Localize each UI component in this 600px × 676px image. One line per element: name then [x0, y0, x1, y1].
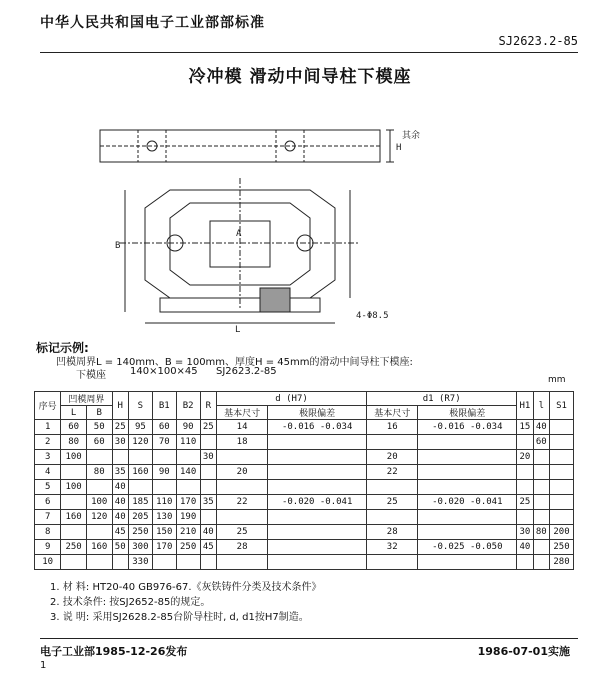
col-s: S [128, 392, 152, 420]
table-cell [61, 465, 87, 480]
table-cell [550, 435, 574, 450]
table-row [35, 495, 574, 510]
table-cell [152, 555, 176, 570]
col-h1: H1 [517, 392, 533, 420]
table-cell: 35 [200, 495, 216, 510]
table-cell: 15 [517, 420, 533, 435]
table-cell: 2 [35, 435, 61, 450]
subcol-d-tol: 极限偏差 [268, 406, 367, 420]
table-cell [268, 450, 367, 465]
table-cell: 100 [86, 495, 112, 510]
table-cell: -0.016 -0.034 [418, 420, 517, 435]
table-cell: -0.025 -0.050 [418, 540, 517, 555]
table-cell: 22 [367, 465, 418, 480]
table-cell: 330 [128, 555, 152, 570]
table-row [35, 480, 574, 495]
table-cell: 40 [533, 420, 549, 435]
table-cell: 120 [128, 435, 152, 450]
table-cell: 40 [517, 540, 533, 555]
table-cell: 60 [152, 420, 176, 435]
col-d1: d1 (R7) [367, 392, 517, 406]
table-cell [533, 450, 549, 465]
table-cell: 25 [216, 525, 267, 540]
table-cell: 300 [128, 540, 152, 555]
table-cell: 250 [176, 540, 200, 555]
table-cell [200, 555, 216, 570]
table-cell [176, 555, 200, 570]
table-cell [176, 480, 200, 495]
table-row [35, 435, 574, 450]
table-cell: 40 [112, 480, 128, 495]
table-cell [86, 555, 112, 570]
standard-number: SJ2623.2-85 [498, 34, 578, 48]
table-row [35, 465, 574, 480]
table-cell [61, 495, 87, 510]
table-cell [86, 480, 112, 495]
table-cell: 190 [176, 510, 200, 525]
table-row [35, 510, 574, 525]
table-cell [418, 510, 517, 525]
organization-title: 中华人民共和国电子工业部部标准 [40, 15, 265, 31]
col-b1: B1 [152, 392, 176, 420]
table-cell: 10 [35, 555, 61, 570]
table-cell [268, 540, 367, 555]
dimension-table [34, 391, 574, 570]
table-cell [61, 555, 87, 570]
table-cell: 20 [517, 450, 533, 465]
note-1: 1. 材 料: HT20-40 GB976-67.《灰铁铸件分类及技术条件》 [50, 582, 322, 593]
table-cell [550, 450, 574, 465]
table-cell [533, 540, 549, 555]
table-cell: 18 [216, 435, 267, 450]
table-cell [268, 525, 367, 540]
table-cell: 28 [367, 525, 418, 540]
table-cell: 22 [216, 495, 267, 510]
table-row [35, 555, 574, 570]
table-cell: 170 [152, 540, 176, 555]
table-cell [517, 435, 533, 450]
table-cell [268, 480, 367, 495]
table-cell: -0.020 -0.041 [418, 495, 517, 510]
table-cell [418, 450, 517, 465]
label-a: A [236, 229, 242, 239]
example-heading: 标记示例: [36, 341, 89, 355]
table-cell: 160 [86, 540, 112, 555]
table-cell [517, 555, 533, 570]
table-row [35, 525, 574, 540]
table-cell: 80 [61, 435, 87, 450]
table-cell [200, 510, 216, 525]
table-cell [216, 555, 267, 570]
table-cell: 20 [367, 450, 418, 465]
table-cell: 40 [112, 510, 128, 525]
table-cell: 160 [61, 510, 87, 525]
table-cell: 60 [533, 435, 549, 450]
table-cell: 210 [176, 525, 200, 540]
table-cell: 80 [86, 465, 112, 480]
table-cell: 40 [200, 525, 216, 540]
table-cell: 14 [216, 420, 267, 435]
table-cell: -0.020 -0.041 [268, 495, 367, 510]
table-cell: 90 [176, 420, 200, 435]
example-text: 凹模周界L = 140mm、B = 100mm、厚度H = 45mm的滑动中间导柱下模座: [56, 357, 413, 368]
table-cell: 6 [35, 495, 61, 510]
page-number: 1 [40, 660, 47, 671]
subcol-d-basic: 基本尺寸 [216, 406, 267, 420]
unit-label: mm [548, 375, 566, 385]
table-cell: 50 [112, 540, 128, 555]
table-cell [550, 495, 574, 510]
table-cell [533, 480, 549, 495]
table-cell [550, 480, 574, 495]
table-cell [268, 435, 367, 450]
table-cell [268, 465, 367, 480]
example-item: 下模座 [76, 370, 106, 381]
table-cell: 45 [200, 540, 216, 555]
subcol-d1-tol: 极限偏差 [418, 406, 517, 420]
table-cell: 3 [35, 450, 61, 465]
table-cell [418, 525, 517, 540]
subcol-d1-basic: 基本尺寸 [367, 406, 418, 420]
table-cell: 25 [367, 495, 418, 510]
col-die-perimeter: 凹模周界 [61, 392, 112, 406]
table-row [35, 420, 574, 435]
table-cell: 1 [35, 420, 61, 435]
table-cell [367, 480, 418, 495]
table-cell [418, 435, 517, 450]
table-cell: 60 [61, 420, 87, 435]
table-cell: 40 [112, 495, 128, 510]
table-row [35, 450, 574, 465]
table-cell: 5 [35, 480, 61, 495]
table-cell: 30 [112, 435, 128, 450]
table-cell [268, 555, 367, 570]
table-cell: 4 [35, 465, 61, 480]
table-cell: 25 [517, 495, 533, 510]
footer-rule [40, 638, 578, 639]
effective-date: 1986-07-01实施 [477, 645, 570, 658]
header-rule [40, 52, 578, 53]
label-section: 4-Φ8.5 [356, 311, 389, 321]
table-cell: 90 [152, 465, 176, 480]
table-cell: 30 [200, 450, 216, 465]
table-cell: 150 [152, 525, 176, 540]
table-cell: 35 [112, 465, 128, 480]
col-d: d (H7) [216, 392, 366, 406]
table-cell [367, 555, 418, 570]
label-h: H [396, 143, 402, 153]
table-cell [418, 555, 517, 570]
table-cell [268, 510, 367, 525]
table-cell [61, 525, 87, 540]
table-cell: 170 [176, 495, 200, 510]
notes [50, 580, 322, 625]
table-cell [517, 480, 533, 495]
table-cell: 185 [128, 495, 152, 510]
table-cell: 60 [86, 435, 112, 450]
table-cell: 7 [35, 510, 61, 525]
table-cell [216, 480, 267, 495]
issue-date: 电子工业部1985-12-26发布 [40, 645, 188, 658]
table-cell: 80 [533, 525, 549, 540]
table-cell [128, 480, 152, 495]
table-cell: 100 [61, 450, 87, 465]
col-h: H [112, 392, 128, 420]
table-cell: 25 [200, 420, 216, 435]
table-cell [200, 480, 216, 495]
table-cell: 70 [152, 435, 176, 450]
roughness-mark: 其余 [402, 131, 421, 141]
table-cell [533, 465, 549, 480]
table-cell [550, 420, 574, 435]
technical-drawing [60, 108, 480, 333]
table-cell: 30 [517, 525, 533, 540]
table-cell [86, 450, 112, 465]
table-cell [216, 510, 267, 525]
table-cell [418, 465, 517, 480]
col-l: l [533, 392, 549, 420]
table-cell [517, 465, 533, 480]
table-cell [200, 465, 216, 480]
table-cell [367, 510, 418, 525]
table-cell: 95 [128, 420, 152, 435]
table-cell: 8 [35, 525, 61, 540]
table-cell [112, 450, 128, 465]
table-cell [418, 480, 517, 495]
table-cell: 20 [216, 465, 267, 480]
subcol-l: L [61, 406, 87, 420]
table-cell: 28 [216, 540, 267, 555]
table-cell [550, 465, 574, 480]
example-code: SJ2623.2-85 [216, 366, 277, 377]
table-cell [112, 555, 128, 570]
table-cell: -0.016 -0.034 [268, 420, 367, 435]
table-cell [128, 450, 152, 465]
table-cell: 16 [367, 420, 418, 435]
table-cell: 9 [35, 540, 61, 555]
note-3: 3. 说 明: 采用SJ2628.2-85台阶导柱时, d, d1按H7制造。 [50, 612, 309, 623]
table-cell [533, 510, 549, 525]
table-cell: 130 [152, 510, 176, 525]
table-cell [176, 450, 200, 465]
table-cell: 45 [112, 525, 128, 540]
table-cell [152, 450, 176, 465]
table-cell: 250 [128, 525, 152, 540]
table-cell: 280 [550, 555, 574, 570]
table-cell: 32 [367, 540, 418, 555]
table-cell [533, 495, 549, 510]
table-cell: 250 [61, 540, 87, 555]
table-cell: 110 [176, 435, 200, 450]
table-cell [533, 555, 549, 570]
table-cell [216, 450, 267, 465]
table-cell: 250 [550, 540, 574, 555]
table-cell: 100 [61, 480, 87, 495]
table-cell: 140 [176, 465, 200, 480]
table-cell [550, 510, 574, 525]
table-cell [517, 510, 533, 525]
col-no: 序号 [35, 392, 61, 420]
table-cell: 110 [152, 495, 176, 510]
label-b: B [115, 241, 121, 251]
table-cell [367, 435, 418, 450]
note-2: 2. 技术条件: 按SJ2652-85的规定。 [50, 597, 211, 608]
col-b2: B2 [176, 392, 200, 420]
example-dims: 140×100×45 [130, 366, 198, 377]
table-cell [152, 480, 176, 495]
subcol-b: B [86, 406, 112, 420]
table-cell [86, 525, 112, 540]
table-cell: 205 [128, 510, 152, 525]
document-title: 冷冲模 滑动中间导柱下模座 [188, 67, 412, 87]
table-cell: 160 [128, 465, 152, 480]
table-cell: 25 [112, 420, 128, 435]
label-l: L [235, 325, 241, 333]
table-row [35, 540, 574, 555]
table-cell: 120 [86, 510, 112, 525]
col-s1: S1 [550, 392, 574, 420]
table-cell [200, 435, 216, 450]
table-cell: 200 [550, 525, 574, 540]
col-r: R [200, 392, 216, 420]
table-cell: 50 [86, 420, 112, 435]
